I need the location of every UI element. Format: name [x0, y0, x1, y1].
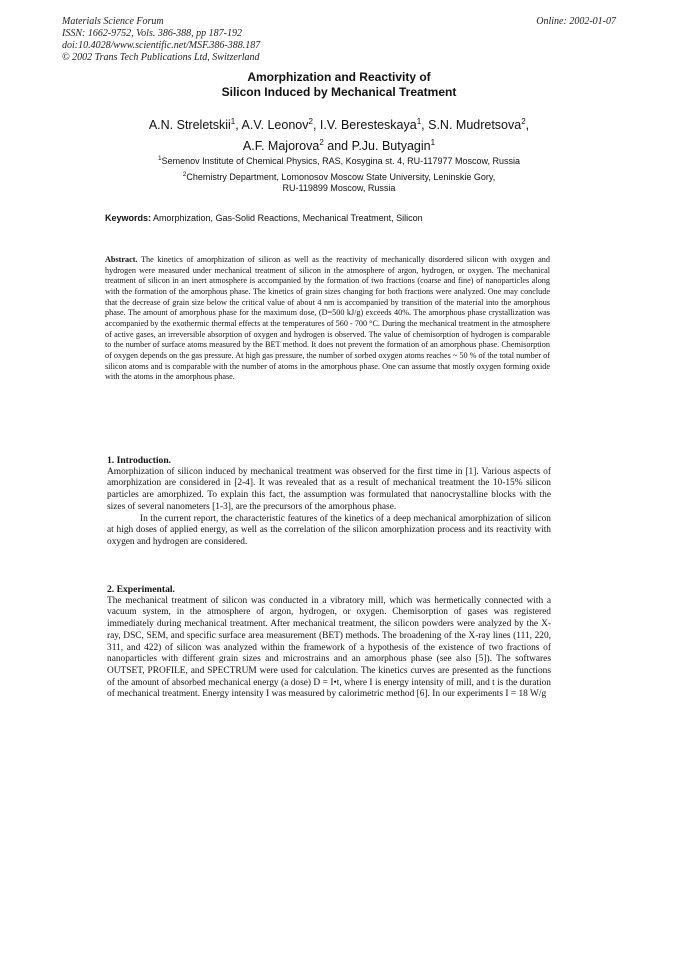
author-list: [62, 113, 616, 155]
affiliation-mark: 2: [319, 138, 324, 148]
author-name: S.N. Mudretsova: [428, 118, 522, 133]
affiliation-mark: 1: [230, 117, 236, 126]
journal-name: Materials Science Forum: [62, 16, 164, 27]
author-separator: ,: [421, 118, 429, 133]
affiliation-text: Semenov Institute of Chemical Physics, RAS, Kosygina st. 4, RU-117977 Moscow, Russia: [161, 156, 521, 166]
affiliation-mark: 1: [157, 155, 162, 162]
copyright-line: © 2002 Trans Tech Publications Ltd, Switzerland: [62, 52, 260, 63]
affiliation-2-line-2: RU-119899 Moscow, Russia: [282, 183, 396, 193]
journal-header: [62, 16, 260, 64]
author-separator: ,: [312, 118, 320, 133]
affiliation-text: Chemistry Department, Lomonosov Moscow State University, Leninskie Gory,: [186, 172, 496, 182]
affiliation-2: [62, 169, 616, 194]
affiliation-2-line-1: [62, 169, 616, 183]
abstract-text: The kinetics of amorphization of silicon as well as the reactivity of mechanically disordered silicon with oxygen and hydrogen were measured under mechanical treatment of silicon in the atmosphere of argon, hydrogen, or oxygen. The mechanical treatment of silicon in an inert atmosphere is accompanied by the formation of two fractions (coarse and fine) of nanoparticles along with the formation of the amorphous phase. The kinetics of grain sizes changing for both fractions were analyzed. One may conclude that the decrease of grain size below the critical value of about 4 nm is accompanied by transition of the material into the amorphous phase. The amount of amorphous phase for the maximum dose, (D=500 kJ/g) exceeds 40%. The amorphous phase crystallization was accompanied by the exothermic thermal effects at the temperatures of 560 - 700 °C. During the mechanical treatment in the atmosphere of active gases, an irreversible absorption of oxygen and hydrogen is observed. The value of chemisorption of hydrogen is comparable to the number of surface atoms measured by the BET method. It does not prevent the formation of an amorphous phase. Chemisorption of oxygen depends on the gas pressure. At high gas pressure, the number of sorbed oxygen atoms reaches ~ 50 % of the total number of silicon atoms and is comparable with the number of atoms in the amorphous phase. One can assume that mostly oxygen forming oxide with the atoms in the amorphous phase.: [105, 255, 550, 382]
paragraph: Amorphization of silicon induced by mechanical treatment was observed for the first time in [1]. Various aspects of amorphization are considered in [2-4]. It was revealed that as a result of mechanical treatment the 10-15% silicon particles are amorphized. To explain this fact, the assumption was formulated that nanocrystalline blocks with the sizes of several nanometers [1-3], are the precursors of the amorphous phase.: [107, 466, 551, 512]
paragraph: The mechanical treatment of silicon was conducted in a vibratory mill, which was hermetically connected with a vacuum system, in the atmosphere of argon, hydrogen, or oxygen. Chemisorption of gases was registered immediately during mechanical treatment. After mechanical treatment, the silicon powders were analyzed by the X-ray, DSC, SEM, and specific surface area measurement (BET) methods. The broadening of the X-ray lines (111, 220, 311, and 422) of silicon was analyzed within the framework of a hypothesis of the existence of two fractions of nanoparticles with different grain sizes and microstrains and an amorphous phase (see also [5]). The softwares OUTSET, PROFILE, and SPECTRUM were used for calculation. The kinetics curves are presented as the functions of the amount of absorbed mechanical energy (a dose) D = I•t, where I is energy intensity of mill, and t is the duration of mechanical treatment. Energy intensity I was measured by calorimetric method [6]. In our experiments I = 18 W/g: [107, 595, 551, 700]
author-line-1: [62, 113, 616, 134]
experimental-section: [107, 584, 551, 701]
section-heading: 1. Introduction.: [107, 455, 172, 466]
affiliation-mark: 1: [416, 117, 422, 126]
author-name: P.Ju. Butyagin: [351, 139, 431, 154]
abstract: [105, 255, 550, 383]
abstract-label: Abstract.: [105, 255, 138, 264]
author-separator: ,: [235, 118, 242, 133]
paragraph: In the current report, the characteristic features of the kinetics of a deep mechanical amorphization of silicon at high doses of applied energy, as well as the correlation of the silicon amorphization process and its reactivity with oxygen and hydrogen are considered.: [107, 513, 551, 547]
issn-line: ISSN: 1662-9752, Vols. 386-388, pp 187-192: [62, 28, 242, 39]
author-separator: ,: [525, 118, 530, 133]
affiliation-mark: 2: [308, 117, 313, 126]
affiliation-mark: 2: [521, 117, 526, 126]
author-name: A.V. Leonov: [241, 118, 309, 133]
keywords-text: Amorphization, Gas-Solid Reactions, Mechanical Treatment, Silicon: [151, 213, 423, 223]
title-line-2: Silicon Induced by Mechanical Treatment: [221, 85, 457, 99]
paper-title: [62, 70, 616, 100]
author-name: I.V. Beresteskaya: [319, 118, 417, 133]
affiliation-mark: 1: [430, 138, 436, 148]
online-date: Online: 2002-01-07: [536, 16, 616, 27]
doi-line: doi:10.4028/www.scientific.net/MSF.386-388.187: [62, 40, 261, 51]
section-heading: 2. Experimental.: [107, 584, 175, 595]
introduction-section: [107, 455, 551, 549]
affiliation-1: [62, 153, 616, 167]
keywords: [105, 213, 423, 223]
author-conjunction: and: [323, 139, 352, 154]
title-line-1: Amorphization and Reactivity of: [247, 70, 431, 84]
author-name: A.N. Streletskii: [148, 118, 231, 133]
keywords-label: Keywords:: [105, 213, 152, 223]
author-name: A.F. Majorova: [242, 139, 320, 154]
affiliation-mark: 2: [182, 171, 187, 178]
